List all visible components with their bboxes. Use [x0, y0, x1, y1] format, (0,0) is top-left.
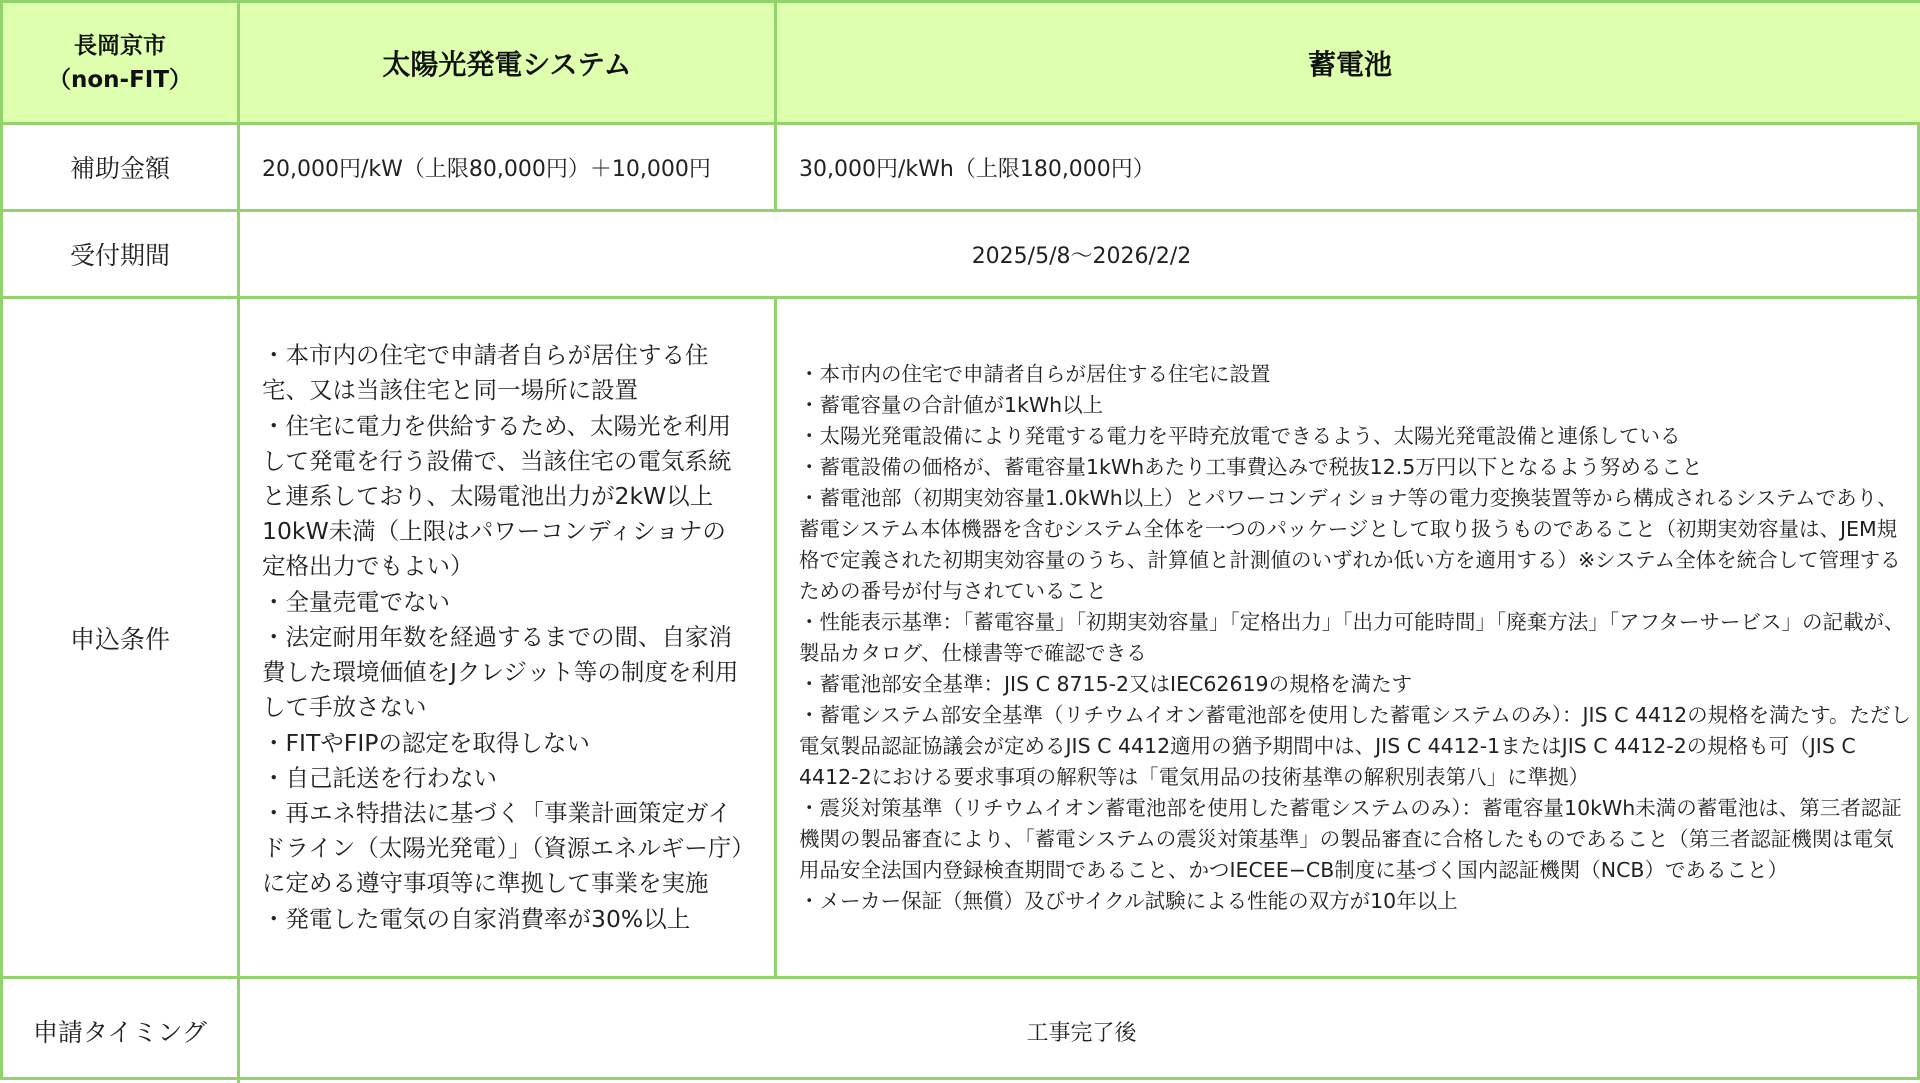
list-item: ・蓄電池部（初期実効容量1.0kWh以上）とパワーコンディショナ等の電力変換装置等から構成されるシステムであり、蓄電システム本体機器を含むシステム全体を一つのパッケージとして取り扱うものであること（初期実効容量は、JEM規格で定義された初期実効容量のうち、計算値と計測値のいずれか低い方を適用する）※システム全体を統合して管理するための番号が付与されていること [799, 485, 1901, 603]
list-item: ・蓄電容量の合計値が1kWh以上 [799, 392, 1104, 417]
list-item: ・本市内の住宅で申請者自らが居住する住宅、又は当該住宅と同一場所に設置 [262, 341, 709, 405]
conditions-solar [240, 299, 777, 979]
corner-scheme: （non-FIT） [47, 66, 193, 93]
conditions-battery [777, 299, 1920, 979]
list-item: ・太陽光発電設備により発電する電力を平時充放電できるよう、太陽光発電設備と連係している [799, 423, 1681, 448]
subsidy-solar: 20,000円/kW（上限80,000円）＋10,000円 [240, 125, 777, 212]
header-corner [3, 3, 240, 125]
header-battery: 蓄電池 [777, 3, 1920, 125]
list-item: ・住宅に電力を供給するため、太陽光を利用して発電を行う設備で、当該住宅の電気系統と連系しており、太陽電池出力が2kW以上10kW未満（上限はパワーコンディショナの定格出力でもよい） [262, 411, 732, 581]
list-item: ・発電した電気の自家消費率が30%以上 [262, 904, 691, 933]
conditions-solar-list [240, 338, 774, 936]
list-item: ・FITやFIPの認定を取得しない [262, 728, 590, 757]
period-value: 2025/5/8〜2026/2/2 [240, 212, 1920, 299]
corner-city: 長岡京市 [74, 32, 166, 59]
list-item: ・蓄電池部安全基準：JIS C 8715-2又はIEC62619の規格を満たす [799, 671, 1413, 696]
list-item: ・蓄電システム部安全基準（リチウムイオン蓄電池部を使用した蓄電システムのみ）：JIS C 4412の規格を満たす。ただし電気製品認証協議会が定めるJIS C 4412適用の猶予期間中は、JIS C 4412-1またはJIS C 4412-2の規格も可（JIS C 4412-2における要求事項の解釈等は「電気用品の技術基準の解釈別表第八」に準拠） [799, 702, 1911, 789]
list-item: ・再エネ特措法に基づく「事業計画策定ガイドライン（太陽光発電）」（資源エネルギー庁）に定める遵守事項等に準拠して事業を実施 [262, 798, 744, 898]
list-item: ・本市内の住宅で申請者自らが居住する住宅に設置 [799, 361, 1271, 386]
timing-value: 工事完了後 [1026, 1020, 1137, 1046]
list-item: ・全量売電でない [262, 587, 450, 616]
list-item: ・性能表示基準：「蓄電容量」「初期実効容量」「定格出力」「出力可能時間」「廃棄方法」「アフターサービス」の記載が、製品カタログ、仕様書等で確認できる [799, 609, 1905, 665]
list-item: ・法定耐用年数を経過するまでの間、自家消費した環境価値をJクレジット等の制度を利用して手放さない [262, 622, 739, 722]
subsidy-battery: 30,000円/kWh（上限180,000円） [777, 125, 1920, 212]
conditions-battery-list [777, 359, 1920, 917]
row-label-conditions: 申込条件 [3, 299, 240, 979]
header-solar: 太陽光発電システム [240, 3, 777, 125]
row-label-timing: 申請タイミング [3, 979, 240, 1083]
list-item: ・メーカー保証（無償）及びサイクル試験による性能の双方が10年以上 [799, 888, 1458, 913]
list-item: ・自己託送を行わない [262, 763, 497, 792]
row-label-subsidy: 補助金額 [3, 125, 240, 212]
list-item: ・震災対策基準（リチウムイオン蓄電池部を使用した蓄電システムのみ）：蓄電容量10kWh未満の蓄電池は、第三者認証機関の製品審査により、「蓄電システムの震災対策基準」の製品審査に合格したものであること（第三者認証機関は電気用品安全法国内登録検査期間であること、かつIECEE−CB制度に基づく国内認証機関（NCB）であること） [799, 795, 1902, 882]
row-label-period: 受付期間 [3, 212, 240, 299]
list-item: ・蓄電設備の価格が、蓄電容量1kWhあたり工事費込みで税抜12.5万円以下となるよう努めること [799, 454, 1703, 479]
